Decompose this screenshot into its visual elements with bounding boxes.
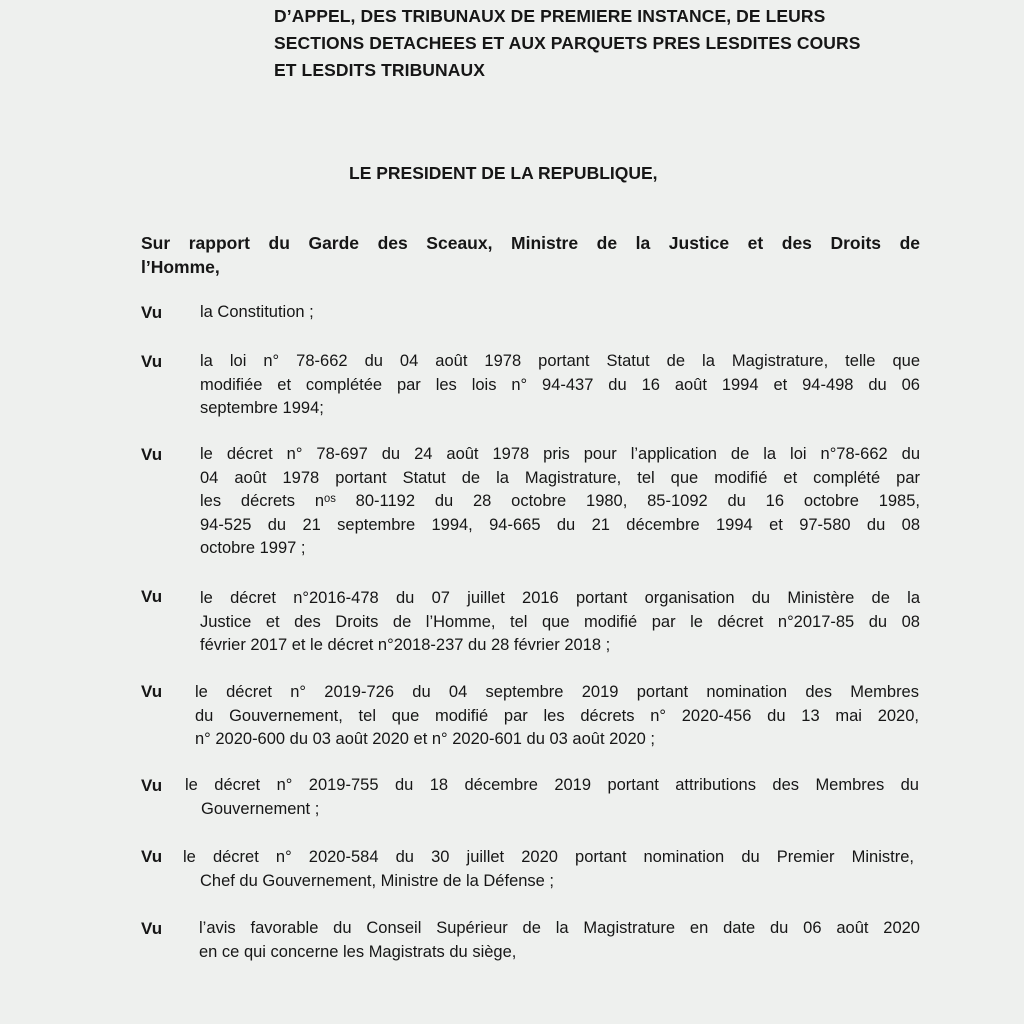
vu-label: Vu (141, 352, 163, 371)
decree-title (274, 3, 974, 84)
vu-label: Vu (141, 587, 163, 606)
vu-line: octobre 1997 ; (200, 539, 306, 557)
president-heading: LE PRESIDENT DE LA REPUBLIQUE, (349, 163, 658, 183)
vu-text (200, 443, 920, 561)
vu-line: le décret n° 2019-755 du 18 décembre 2019 portant attributions des Membres du (185, 776, 919, 794)
vu-text (199, 917, 920, 964)
vu-line: modifiée et complétée par les lois n° 94-437 du 16 août 1994 et 94-498 du 06 (200, 375, 920, 394)
rapport-line: l’Homme, (141, 257, 220, 277)
vu-text (195, 681, 919, 752)
vu-line: l’avis favorable du Conseil Supérieur de la Magistrature en date du 06 août 2020 (199, 919, 920, 937)
vu-line: Justice et des Droits de l’Homme, tel que modifié par le décret n°2017-85 du 08 (200, 612, 920, 631)
vu-line: du Gouvernement, tel que modifié par les décrets n° 2020-456 du 13 mai 2020, (195, 706, 919, 725)
title-line: D’APPEL, DES TRIBUNAUX DE PREMIERE INSTANCE, DE LEURS (274, 6, 826, 26)
vu-line: en ce qui concerne les Magistrats du siège, (199, 942, 517, 961)
vu-label: Vu (141, 919, 163, 938)
vu-text (185, 774, 919, 821)
vu-text (200, 350, 920, 421)
vu-text (200, 301, 920, 325)
vu-label: Vu (141, 776, 163, 795)
vu-line: le décret n° 2020-584 du 30 juillet 2020 portant nomination du Premier Ministre, (183, 848, 914, 866)
vu-line: n° 2020-600 du 03 août 2020 et n° 2020-601 du 03 août 2020 ; (195, 730, 656, 748)
vu-line: 94-525 du 21 septembre 1994, 94-665 du 21 décembre 1994 et 97-580 du 08 (200, 515, 920, 534)
rapport-line: Sur rapport du Garde des Sceaux, Ministre de la Justice et des Droits de (141, 233, 920, 253)
vu-line: Gouvernement ; (201, 799, 320, 818)
vu-line: la Constitution ; (200, 303, 314, 321)
vu-line: le décret n° 78-697 du 24 août 1978 pris pour l’application de la loi n°78-662 du (200, 445, 920, 463)
vu-line: février 2017 et le décret n°2018-237 du 28 février 2018 ; (200, 636, 611, 654)
vu-line: la loi n° 78-662 du 04 août 1978 portant Statut de la Magistrature, telle que (200, 352, 920, 370)
vu-line: le décret n°2016-478 du 07 juillet 2016 portant organisation du Ministère de la (200, 589, 920, 607)
rapport-paragraph (141, 231, 920, 279)
title-line: ET LESDITS TRIBUNAUX (274, 60, 486, 80)
vu-text (200, 587, 920, 658)
vu-label: Vu (141, 682, 163, 701)
vu-label: Vu (141, 445, 163, 464)
vu-line: le décret n° 2019-726 du 04 septembre 2019 portant nomination des Membres (195, 683, 919, 701)
vu-label: Vu (141, 303, 163, 322)
vu-label: Vu (141, 847, 163, 866)
vu-line: Chef du Gouvernement, Ministre de la Défense ; (200, 871, 555, 890)
title-line: SECTIONS DETACHEES ET AUX PARQUETS PRES LESDITES COURS (274, 33, 861, 53)
vu-line: les décrets nᵒˢ 80-1192 du 28 octobre 1980, 85-1092 du 16 octobre 1985, (200, 492, 920, 510)
vu-line: 04 août 1978 portant Statut de la Magistrature, tel que modifié et complété par (200, 468, 920, 487)
vu-text (183, 846, 914, 893)
vu-line: septembre 1994; (200, 399, 324, 417)
